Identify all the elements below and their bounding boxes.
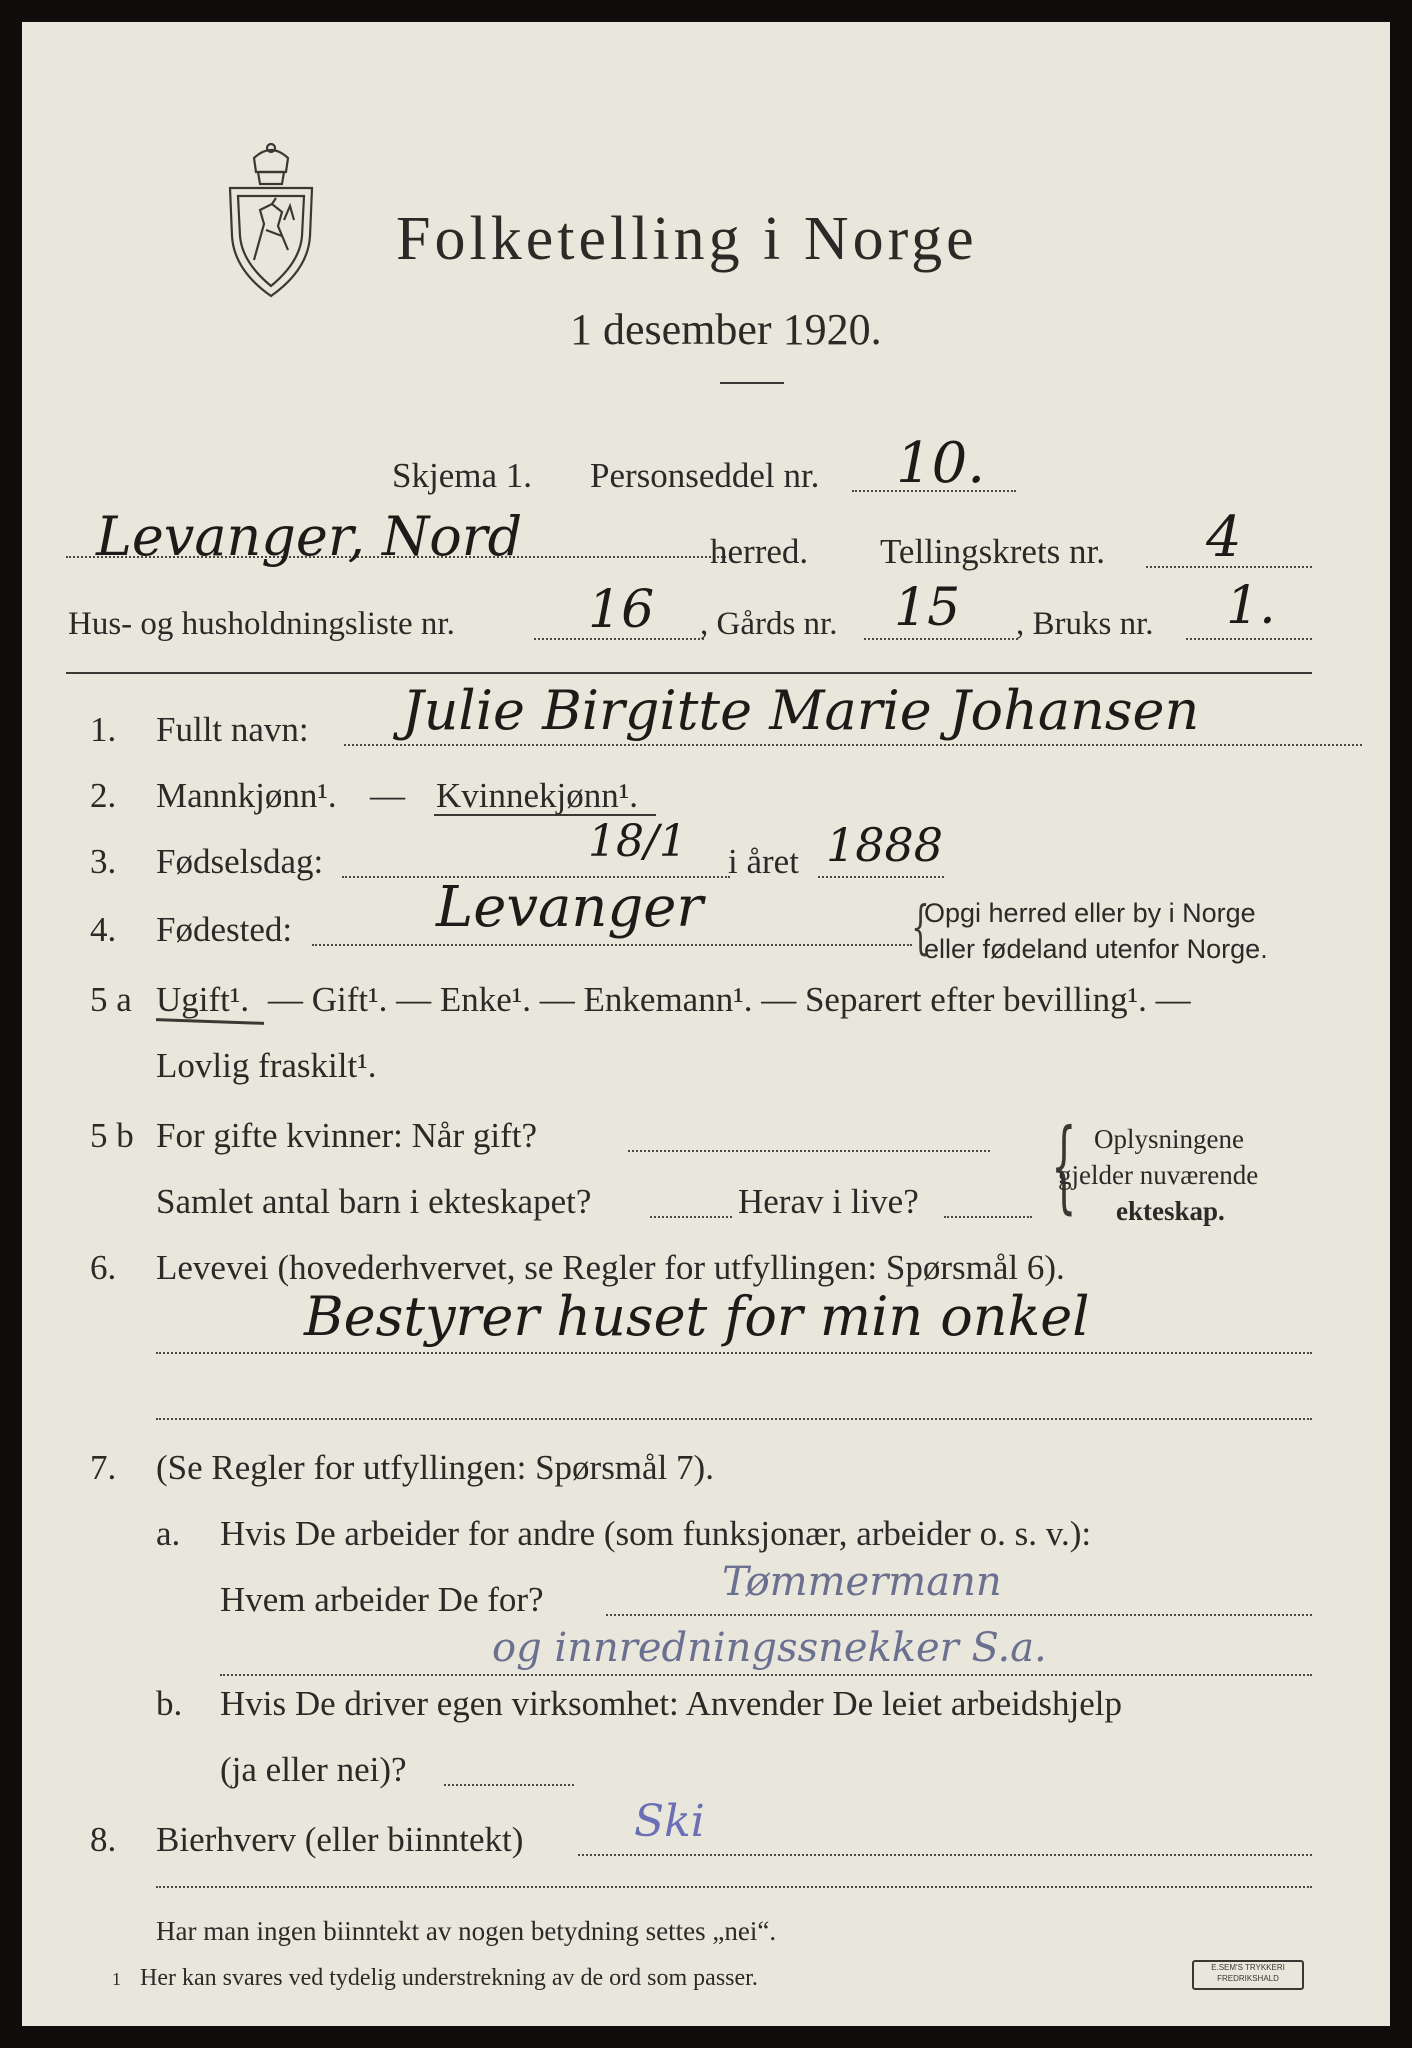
q4-line [312,944,912,946]
q7a-line2: Hvem arbeider De for? [220,1580,544,1619]
personseddel-value: 10. [896,431,986,496]
q5b-children-line [650,1216,732,1218]
q8-answer: Ski [634,1796,705,1847]
q3-year-value: 1888 [826,818,944,872]
bruks-line [1186,638,1312,640]
q4-note-line2: eller fødeland utenfor Norge. [924,934,1268,964]
q7a-line [606,1614,1312,1616]
q5a-options: — Gift¹. — Enke¹. — Enkemann¹. — Separert efter bevilling¹. — [268,980,1191,1019]
q5b-number: 5 b [90,1116,134,1155]
q5a-ugift-underline [156,1018,264,1025]
q7a-line1: Hvis De arbeider for andre (som funksjonær, arbeider o. s. v.): [220,1514,1092,1553]
hus-value: 16 [588,580,655,640]
census-date: 1 desember 1920. [570,305,882,354]
printer-line2: FREDRIKSHALD [1217,1974,1279,1983]
q8-line [578,1854,1312,1856]
census-form [22,22,1390,2026]
q7a-letter: a. [156,1514,181,1553]
gards-label: , Gårds nr. [700,606,838,642]
title-divider [720,382,784,384]
q2-number: 2. [90,776,117,815]
q5b-note1: Oplysningene [1094,1124,1244,1154]
q3-label: Fødselsdag: [156,842,324,881]
herred-label: herred. [710,532,809,571]
footer-note: Har man ingen biinntekt av nogen betydning settes „nei“. [156,1916,777,1946]
printer-line1: E.SEM'S TRYKKERI [1211,1963,1285,1972]
q4-brace: { [911,893,930,961]
q7b-line [444,1784,574,1786]
q2-male: Mannkjønn¹. [156,776,337,815]
tellingskrets-value: 4 [1206,505,1242,570]
q5b-brace: { [1051,1107,1077,1224]
q5b-married-line [628,1150,990,1152]
tellingskrets-label: Tellingskrets nr. [880,532,1106,571]
bruks-label: , Bruks nr. [1016,606,1154,642]
q7b-letter: b. [156,1684,183,1723]
header-separator [66,672,1312,674]
skjema-label: Skjema 1. [392,456,532,495]
q6-label: Levevei (hovederhvervet, se Regler for utfyllingen: Spørsmål 6). [156,1248,1065,1287]
q6-number: 6. [90,1248,117,1287]
q5b-children-label: Samlet antal barn i ekteskapet? [156,1182,592,1221]
q4-number: 4. [90,910,117,949]
q8-number: 8. [90,1820,117,1859]
footnote-text: Her kan svares ved tydelig understrekning av de ord som passer. [140,1965,758,1991]
q7a-answer1: Tømmermann [722,1559,1002,1605]
q8-line2 [156,1886,1312,1888]
q5b-note2: gjelder nuværende [1058,1160,1259,1190]
bruks-value: 1. [1226,576,1276,636]
q3-year-label: i året [728,842,799,881]
q5b-alive-label: Herav i live? [738,1182,919,1221]
q7b-line1: Hvis De driver egen virksomhet: Anvender De leiet arbeidshjelp [220,1684,1122,1723]
q5a-number: 5 a [90,980,132,1019]
q5b-line1: For gifte kvinner: Når gift? [156,1116,538,1155]
q2-female: Kvinnekjønn¹. [436,776,639,815]
q6-answer: Bestyrer huset for min onkel [304,1285,1090,1348]
herred-value: Levanger, Nord [96,505,523,568]
q1-line [344,744,1362,746]
q7-label: (Se Regler for utfyllingen: Spørsmål 7). [156,1448,714,1487]
q7b-line2: (ja eller nei)? [220,1750,407,1789]
q5a-line2: Lovlig fraskilt¹. [156,1046,377,1085]
q5b-note3: ekteskap. [1116,1196,1225,1226]
q2-separator: — [370,776,405,815]
q8-label: Bierhverv (eller biinntekt) [156,1820,524,1859]
q6-line1 [156,1352,1312,1354]
coat-of-arms-icon [224,140,318,300]
hus-label: Hus- og husholdningsliste nr. [68,606,455,642]
q3-number: 3. [90,842,117,881]
q7a-line2-dots [220,1674,1312,1676]
footnote-marker: 1 [112,1969,121,1989]
q4-note-line1: Opgi herred eller by i Norge [924,898,1256,928]
personseddel-label: Personseddel nr. [590,456,820,495]
q6-line2 [156,1418,1312,1420]
gards-value: 15 [894,578,961,638]
q4-answer: Levanger [436,875,704,940]
q7a-answer2: og innredningssnekker S.a. [492,1625,1047,1671]
q5a-ugift: Ugift¹. [156,980,250,1019]
printer-mark [1192,1960,1304,1990]
q3-year-line [818,876,944,878]
q1-label: Fullt navn: [156,710,309,749]
q7-number: 7. [90,1448,117,1487]
q3-day-value: 18/1 [588,816,687,867]
q5b-alive-line [944,1216,1032,1218]
form-title: Folketelling i Norge [396,205,978,273]
gards-line [864,638,1018,640]
q1-answer: Julie Birgitte Marie Johansen [402,679,1200,742]
q1-number: 1. [90,710,117,749]
q4-label: Fødested: [156,910,293,949]
